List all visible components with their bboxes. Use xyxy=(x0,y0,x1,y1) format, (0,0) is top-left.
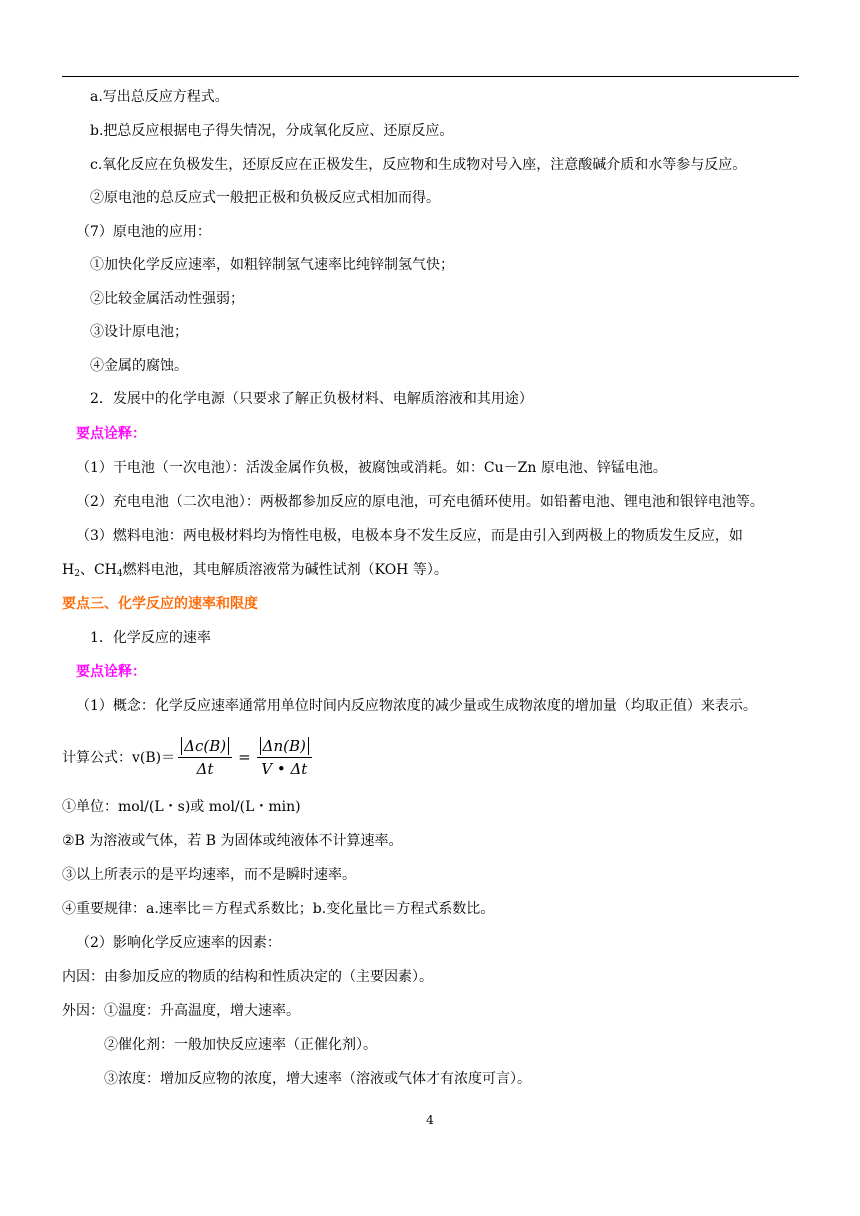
text-line: 外因：①温度：升高温度，增大速率。 xyxy=(62,1003,300,1019)
fraction-concentration xyxy=(178,737,232,778)
text-line: （3）燃料电池：两电极材料均为惰性电极，电极本身不发生反应，而是由引入到两极上的物质发生反应，如 xyxy=(76,528,743,544)
denominator-dt: Δt xyxy=(196,759,214,778)
text-line: ①单位：mol/(L・s)或 mol/(L・min) xyxy=(62,799,301,815)
formula-h: H xyxy=(62,562,75,578)
text-line: ②催化剂：一般加快反应速率（正催化剂）。 xyxy=(104,1037,377,1053)
text-line: ④金属的腐蚀。 xyxy=(90,358,188,374)
formula-ch: 、CH xyxy=(79,562,117,578)
text-line: b.把总反应根据电子得失情况，分成氧化反应、还原反应。 xyxy=(90,123,454,139)
text-line: ③浓度：增加反应物的浓度，增大速率（溶液或气体才有浓度可言）。 xyxy=(104,1071,531,1087)
formula-prefix: 计算公式：v(B)＝ xyxy=(62,750,176,766)
text-line xyxy=(62,561,448,583)
denominator-vdt: V • Δt xyxy=(261,759,308,778)
numerator-dc: Δc(B) xyxy=(181,737,229,755)
text-line: （7）原电池的应用： xyxy=(76,224,211,240)
header-rule xyxy=(62,76,799,77)
numerator-dn: Δn(B) xyxy=(260,737,309,755)
text-line: （1）干电池（一次电池）：活泼金属作负极，被腐蚀或消耗。如：Cu－Zn 原电池、锌锰电池。 xyxy=(76,460,667,476)
text-line: ②原电池的总反应式一般把正极和负极反应式相加而得。 xyxy=(90,190,440,206)
text-line: c.氧化反应在负极发生，还原反应在正极发生，反应物和生成物对号入座，注意酸碱介质和水等参与反应。 xyxy=(90,157,747,173)
text-line: ①加快化学反应速率，如粗锌制氢气速率比纯锌制氢气快； xyxy=(90,257,454,273)
text-line: （1）概念：化学反应速率通常用单位时间内反应物浓度的减少量或生成物浓度的增加量（均取正值）来表示。 xyxy=(76,698,757,714)
text-line: ③以上所表示的是平均速率，而不是瞬时速率。 xyxy=(62,867,356,883)
page-number: 4 xyxy=(426,1113,434,1127)
text-line: ②比较金属活动性强弱； xyxy=(90,291,244,307)
text-line: （2）充电电池（二次电池）：两极都参加反应的原电池，可充电循环使用。如铅蓄电池、锂电池和银锌电池等。 xyxy=(76,494,764,510)
text-line: a.写出总反应方程式。 xyxy=(90,89,229,105)
text-line: ②B 为溶液或气体，若 B 为固体或纯液体不计算速率。 xyxy=(62,833,403,849)
text-fragment: 燃料电池，其电解质溶液常为碱性试剂（KOH 等）。 xyxy=(122,562,448,578)
key-points-heading: 要点诠释： xyxy=(76,426,146,442)
fraction-moles xyxy=(257,737,312,778)
text-line: ③设计原电池； xyxy=(90,324,188,340)
subscript-2: 2 xyxy=(74,569,80,579)
subsection-title: 1．化学反应的速率 xyxy=(90,630,211,646)
rate-formula xyxy=(62,732,315,782)
text-line: （2）影响化学反应速率的因素： xyxy=(76,935,281,951)
text-line: 内因：由参加反应的物质的结构和性质决定的（主要因素）。 xyxy=(62,969,433,985)
section-heading: 要点三、化学反应的速率和限度 xyxy=(62,596,258,612)
key-points-heading: 要点诠释： xyxy=(76,664,146,680)
equals-sign: = xyxy=(238,748,251,766)
subscript-4: 4 xyxy=(116,569,123,579)
text-line: 2．发展中的化学电源（只要求了解正负极材料、电解质溶液和其用途） xyxy=(90,391,533,407)
text-line: ④重要规律：a.速率比＝方程式系数比；b.变化量比＝方程式系数比。 xyxy=(62,901,495,917)
